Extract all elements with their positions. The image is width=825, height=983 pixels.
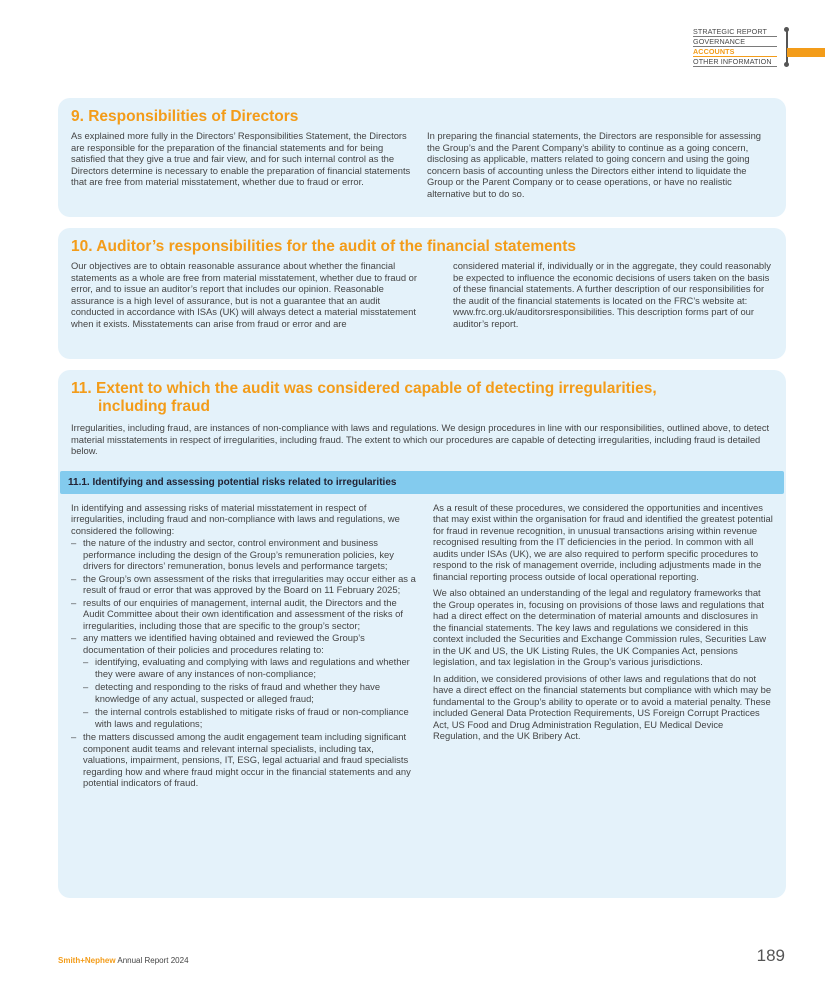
- section-9-title: 9. Responsibilities of Directors: [71, 108, 299, 125]
- nav-indicator-line: [786, 29, 788, 65]
- section-9-panel: [58, 98, 786, 217]
- section-10-panel: [58, 228, 786, 359]
- policy-sub-list: [83, 656, 417, 729]
- nav-governance[interactable]: GOVERNANCE: [693, 37, 777, 47]
- section-9-right-text: In preparing the financial statements, the Directors are responsible for assessing the Group’s and the Parent Company’s ability to continue as a going concern, disclosing as applicable, matters related to going concern and using the going concern basis of accounting unless the Directors either intend to liquidate the Group or the Parent Company or to cease operations, or have no realistic alternative but to do so.: [427, 130, 762, 199]
- nav-accounts[interactable]: ACCOUNTS: [693, 47, 777, 57]
- page-number: 189: [756, 946, 785, 965]
- footer-brand: Smith+Nephew: [58, 956, 116, 965]
- list-item: – the nature of the industry and sector, control environment and business performance including the design of the Group’s remuneration policies, key drivers for directors’ remuneration, bonus levels and performance targets;: [71, 537, 417, 572]
- list-item-text: any matters we identified having obtained and reviewed the Group’s documentation of their policies and procedures relating to:: [83, 632, 365, 655]
- list-item-with-sublist: [71, 632, 417, 729]
- section-10-title: 10. Auditor’s responsibilities for the audit of the financial statements: [71, 238, 576, 255]
- paragraph: We also obtained an understanding of the legal and regulatory frameworks that the Group operates in, focusing on provisions of those laws and regulations that had a direct effect on the determination of material amounts and disclosures in the financial statements. The key laws and regulations we considered in this context included the Securities and Exchange Commission rules, Securities Law in the UK and US, the UK Listing Rules, the UK Companies Act, pensions legislation, and tax legislation in the Group’s various jurisdictions.: [433, 587, 766, 667]
- sub-list-item: – detecting and responding to the risks of fraud and whether they have knowledge of any actual, suspected or alleged fraud;: [83, 681, 417, 704]
- section-11-intro: Irregularities, including fraud, are instances of non-compliance with laws and regulations. We design procedures in line with our responsibilities, outlined above, to detect material misstatements in respect of irregularities, including fraud. The extent to which our procedures are capable of detecting irregularities, including fraud is detailed below.: [71, 422, 770, 456]
- list-item: – results of our enquiries of management, internal audit, the Directors and the Audit Committee about their own identification and assessment of the risks of irregularities, including those that are specific to the group’s sector;: [71, 597, 417, 632]
- list-item: – the Group’s own assessment of the risks that irregularities may occur either as a result of fraud or error that was approved by the Board on 11 February 2025;: [71, 573, 417, 596]
- section-11-title-line2: including fraud: [98, 398, 210, 415]
- section-11-left-intro: In identifying and assessing risks of material misstatement in respect of irregularities, including fraud and non-compliance with laws and regulations, we considered the following:: [71, 501, 400, 536]
- nav-active-marker: [787, 48, 825, 57]
- section-nav: [693, 27, 825, 67]
- section-11-title-line1: 11. Extent to which the audit was considered capable of detecting irregularities,: [71, 380, 657, 397]
- section-10-left-text: Our objectives are to obtain reasonable assurance about whether the financial statements as a whole are free from material misstatement, whether due to fraud or error, and to issue an auditor’s report that includes our opinion. Reasonable assurance is a high level of assurance, but is not a guarantee that an audit conducted in accordance with ISAs (UK) will always detect a material misstatement when it exists. Misstatements can arise from fraud or error and are: [71, 260, 417, 329]
- nav-indicator-dot-top: [784, 27, 789, 32]
- sub-list-item: – the internal controls established to mitigate risks of fraud or non-compliance with laws and regulations;: [83, 706, 417, 729]
- sub-list-item: – identifying, evaluating and complying with laws and regulations and whether they were aware of any instances of non-compliance;: [83, 656, 417, 679]
- nav-other-information[interactable]: OTHER INFORMATION: [693, 57, 777, 67]
- section-11-right-column: [433, 502, 773, 790]
- risk-factor-list: [71, 537, 417, 789]
- paragraph: As a result of these procedures, we considered the opportunities and incentives that may exist within the organisation for fraud and identified the greatest potential for fraud in revenue recognition, in unusual transactions arising within revenue recognised resulting from the IT deficiencies in the period. In common with all audits under ISAs (UK), we are also required to perform specific procedures to respond to the risk of management override, including adjustments made in the financial reporting process outside of local operational reporting.: [433, 501, 773, 582]
- section-11-left-column: [71, 502, 417, 790]
- section-11-panel: [58, 370, 786, 898]
- list-item: – the matters discussed among the audit engagement team including significant component audit teams and relevant internal specialists, including tax, valuations, impairment, pensions, IT, ESG, legal actuarial and fraud specialists regarding how and where fraud might occur in the financial statements and any potential indicators of fraud.: [71, 731, 417, 789]
- footer-report-title: Annual Report 2024: [117, 956, 189, 965]
- footer-report-name: [58, 956, 189, 965]
- section-10-right-text: considered material if, individually or in the aggregate, they could reasonably be expected to influence the economic decisions of users taken on the basis of these financial statements. A further description of our responsibilities for the audit of the financial statements is located on the FRC’s website at: www.frc.org.uk/auditorsresponsibilities. This description forms part of our auditor’s report.: [453, 260, 771, 329]
- section-9-left-text: As explained more fully in the Directors’ Responsibilities Statement, the Directors are responsible for the preparation of the financial statements and for being satisfied that they give a true and fair view, and for such internal control as the Directors determine is necessary to enable the preparation of financial statements that are free from material misstatement, whether due to fraud or error.: [71, 130, 411, 187]
- subsection-11-1-heading: 11.1. Identifying and assessing potential risks related to irregularities: [60, 471, 784, 494]
- nav-strategic-report[interactable]: STRATEGIC REPORT: [693, 27, 777, 37]
- paragraph: In addition, we considered provisions of other laws and regulations that do not have a direct effect on the financial statements but compliance with which may be fundamental to the Group’s ability to operate or to avoid a material penalty. These included General Data Protection Requirements, US Foreign Corrupt Practices Act, US Food and Drug Administration Regulation, EU Medical Device Regulation, and the UK Bribery Act.: [433, 672, 772, 741]
- nav-indicator-dot-bottom: [784, 62, 789, 67]
